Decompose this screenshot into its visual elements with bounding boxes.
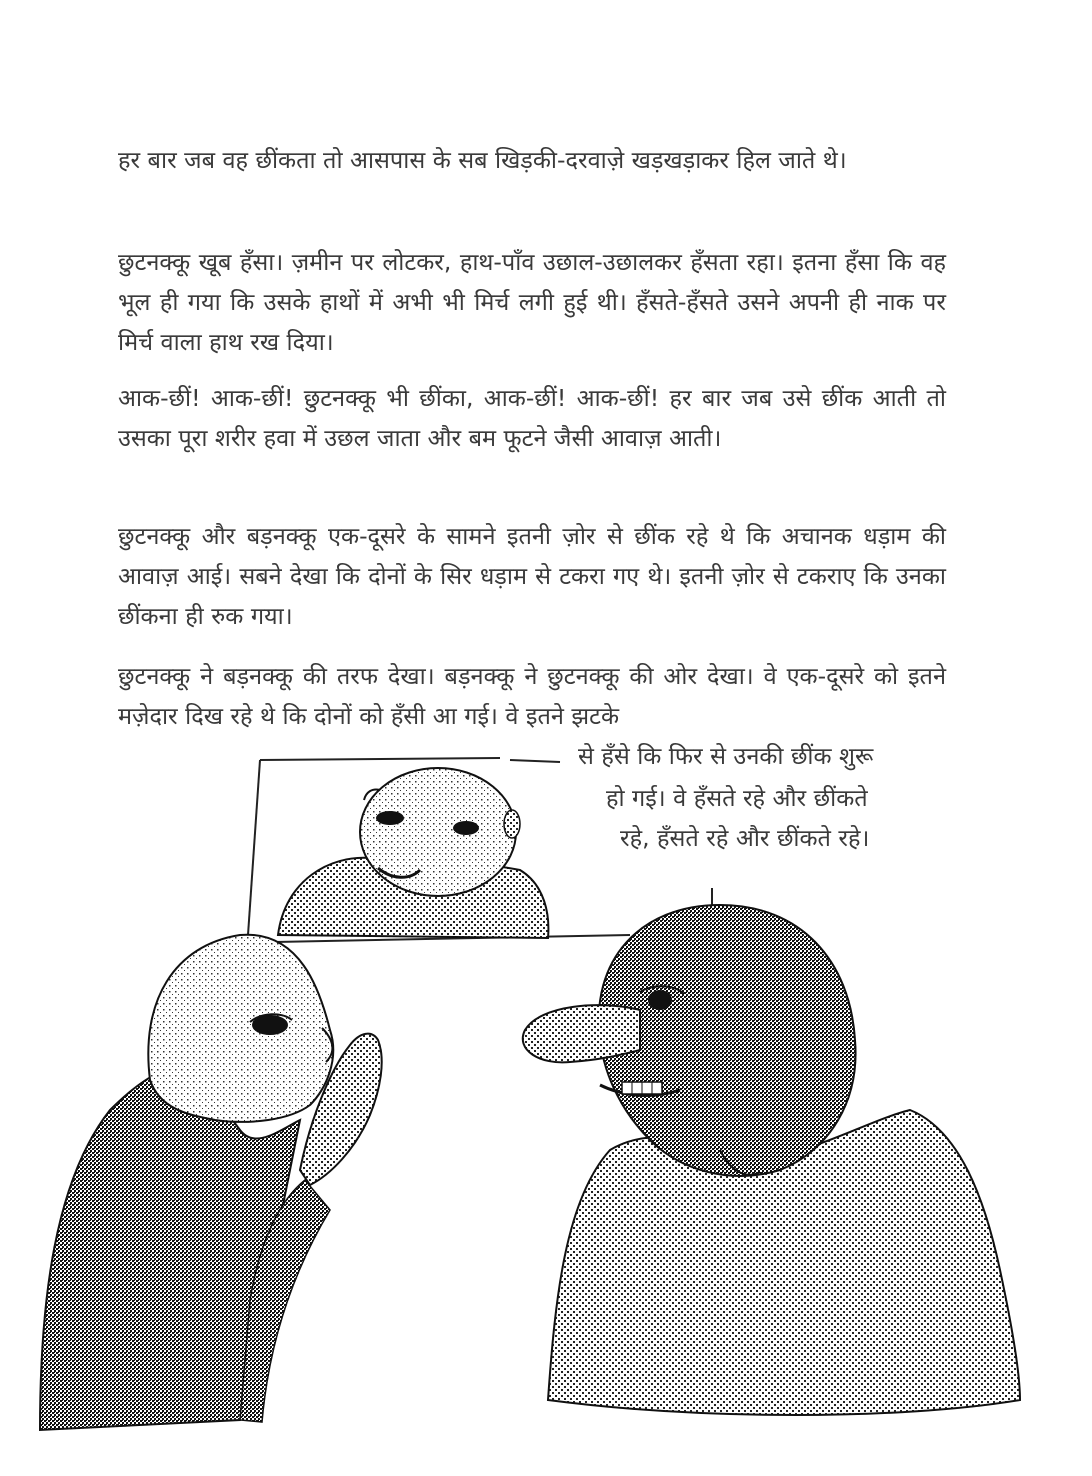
right-character [523, 905, 1020, 1415]
paragraph-5: छुटनक्कू ने बड़नक्कू की तरफ देखा। बड़नक्कू ने छुटनक्कू की ओर देखा। वे एक-दूसरे को इतने मज़ेदार दिख रहे थे कि दोनों को हँसी आ गई। वे इतने झटके [118, 662, 946, 730]
left-character [40, 935, 382, 1430]
background-character [278, 768, 548, 938]
paragraph-5-wrap-line-1: से हँसे कि फिर से उनकी छींक शुरू [578, 742, 874, 770]
paragraph-5-wrap-line-3: रहे, हँसते रहे और छींकते रहे। [620, 824, 870, 852]
paragraph-5-wrap-line-2: हो गई। वे हँसते रहे और छींकते [606, 784, 868, 812]
paragraph-1: हर बार जब वह छींकता तो आसपास के सब खिड़की-दरवाज़े खड़खड़ाकर हिल जाते थे। [118, 146, 847, 174]
paragraph-2: छुटनक्कू खूब हँसा। ज़मीन पर लोटकर, हाथ-पाँव उछाल-उछालकर हँसता रहा। इतना हँसा कि वह भूल ही गया कि उसके हाथों में अभी भी मिर्च लगी हुई थी। हँसते-हँसते उसने अपनी ही नाक पर मिर्च वाला हाथ रख दिया। [118, 248, 946, 356]
paragraph-4: छुटनक्कू और बड़नक्कू एक-दूसरे के सामने इतनी ज़ोर से छींक रहे थे कि अचानक धड़ाम की आवाज़ आई। सबने देखा कि दोनों के सिर धड़ाम से टकरा गए थे। इतनी ज़ोर से टकराए कि उनका छींकना ही रुक गया। [118, 522, 946, 630]
paragraph-3: आक-छीं! आक-छीं! छुटनक्कू भी छींका, आक-छीं! आक-छीं! हर बार जब उसे छींक आती तो उसका पूरा शरीर हवा में उछल जाता और बम फूटने जैसी आवाज़ आती। [118, 384, 946, 452]
